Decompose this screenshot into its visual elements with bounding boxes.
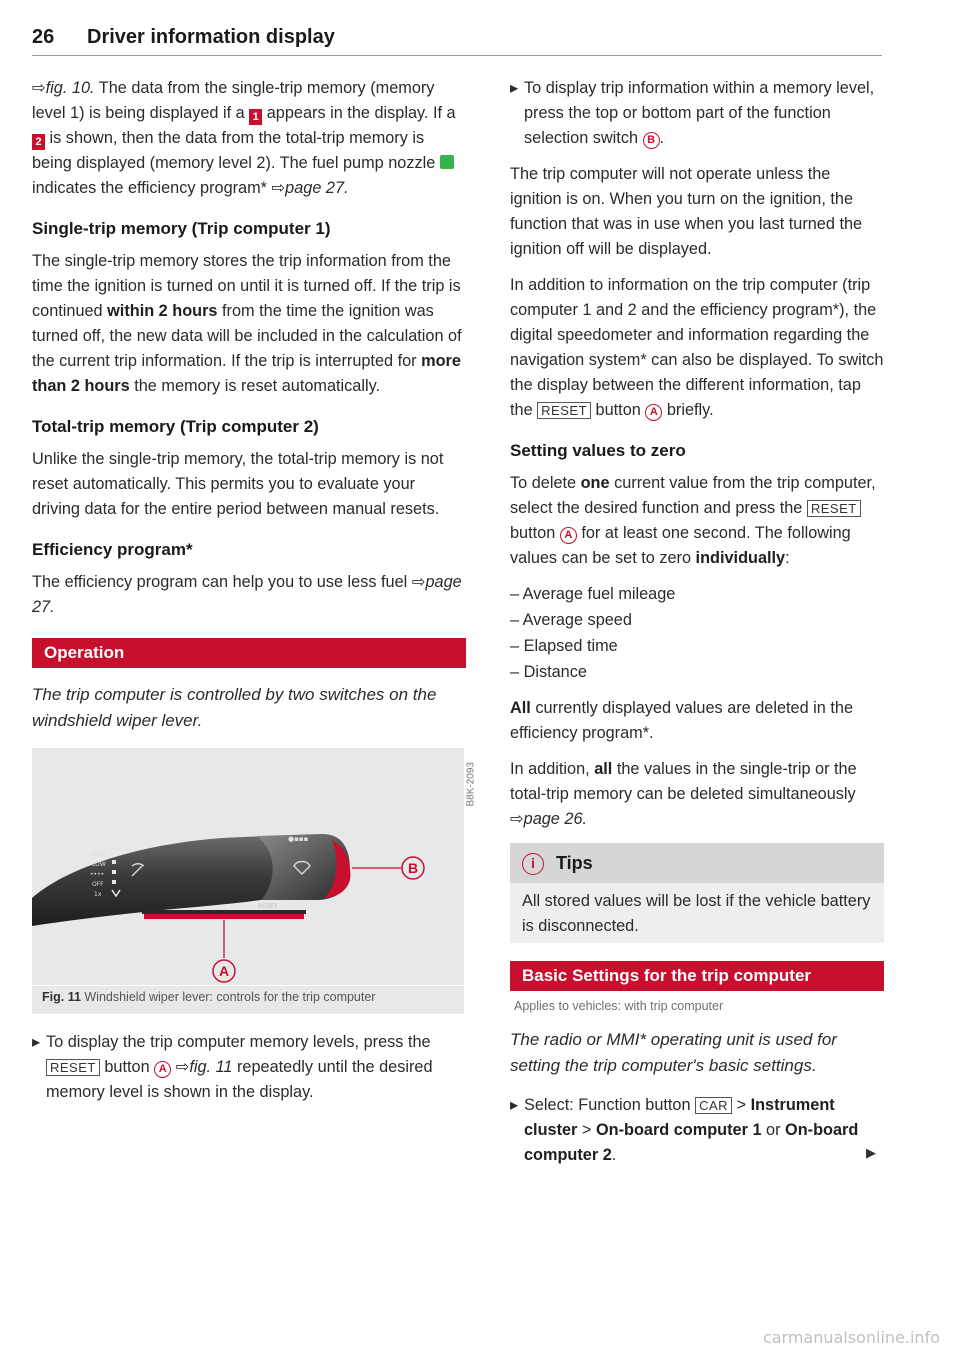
instruction-select-function: ▸ Select: Function button CAR > Instrument cluster > On-board computer 1 or On-board computer 2. ▶ [510,1093,884,1168]
list-item: – Average fuel mileage [510,585,676,603]
svg-text:●▪▪▪: ●▪▪▪ [288,835,309,843]
watermark: carmanualsonline.info [762,1328,940,1347]
basic-settings-intro: The radio or MMI* operating unit is used for setting the trip computer's basic settings. [510,1030,837,1075]
list-item: – Distance [510,663,587,681]
figure-code: B8K-2093 [465,762,476,807]
list-item: – Average speed [510,611,632,629]
callout-b-icon: B [643,132,660,149]
paragraph-total-trip: Unlike the single-trip memory, the total-trip memory is not reset automatically. This permits you to evaluate your driving data for the entire period between manual resets. [32,450,444,518]
car-key: CAR [695,1097,732,1114]
reset-key: RESET [537,402,591,419]
paragraph-memory-levels: ⇨fig. 10. The data from the single-trip memory (memory level 1) is being displayed if a 1 appears in the display. If a 2 is shown, then the data from the total-trip memory is being displayed (memory level 2). The fuel pump nozzle indicates the efficiency program* ⇨page 27. [32,79,456,197]
section-band-operation: Operation [32,638,466,668]
fig-ref-10[interactable]: ⇨fig. 10. [32,79,95,97]
bullet-arrow-icon: ▸ [32,1033,41,1051]
heading-single-trip: Single-trip memory (Trip computer 1) [32,219,331,238]
figure-caption: Fig. 11 Windshield wiper lever: controls for the trip computer [32,985,464,1014]
wiper-lever-illustration [32,748,464,985]
paragraph-ignition: The trip computer will not operate unless the ignition is on. When you turn on the ignition, the function that was in use when you last turned the ignition off will be displayed. [510,165,863,258]
reset-key: RESET [46,1059,100,1076]
tips-header: i Tips [510,843,884,883]
callout-a: A [218,963,230,979]
heading-setting-zero: Setting values to zero [510,441,686,460]
memory-level-2-icon: 2 [32,134,45,150]
bullet-arrow-icon: ▸ [510,79,519,97]
memory-level-1-icon: 1 [249,109,262,125]
instruction-display-memory-levels: ▸ To display the trip computer memory levels, press the RESET button A ⇨fig. 11 repeatedly until the desired memory level is shown in the display. [32,1030,466,1105]
paragraph-simultaneous: In addition, all the values in the single-trip or the total-trip memory can be deleted simultaneously ⇨page 26. [510,760,857,828]
page-ref-26[interactable]: ⇨page 26. [510,810,588,828]
callout-b: B [407,860,419,876]
paragraph-single-trip: The single-trip memory stores the trip information from the time the ignition is turned on until it is turned off. If the trip is continued within 2 hours from the time the ignition was turned off, the new data will be included in the calculation of the current trip information. If the trip is interrupted for more than 2 hours the memory is reset automatically. [32,252,462,395]
svg-text:LOW: LOW [92,861,106,868]
paragraph-additional-info: In addition to information on the trip computer (trip computer 1 and 2 and the efficiency program*), the digital speedometer and information regarding the navigation system* can also be displayed. To switch the display between the different information, tap the RESET button A briefly. [510,276,884,419]
page-header [32,26,882,56]
paragraph-efficiency: The efficiency program can help you to use less fuel ⇨page 27. [32,573,462,616]
fuel-pump-nozzle-icon [440,155,454,169]
heading-efficiency: Efficiency program* [32,540,193,559]
info-icon: i [522,853,544,875]
callout-a-icon: A [560,527,577,544]
reset-key: RESET [807,500,861,517]
bullet-arrow-icon: ▸ [510,1096,519,1114]
instruction-trip-info: ▸ To display trip information within a memory level, press the top or bottom part of the function selection switch B . [510,76,884,151]
list-item: – Elapsed time [510,637,618,655]
heading-total-trip: Total-trip memory (Trip computer 2) [32,417,319,436]
callout-a-icon: A [154,1061,171,1078]
page-ref-27b[interactable]: ⇨page 27. [32,573,462,616]
tips-box [510,843,884,943]
applies-to-note: Applies to vehicles: with trip computer [514,999,724,1013]
svg-text:••••: •••• [90,871,105,878]
reset-values-list [510,582,884,685]
continue-arrow-icon: ▶ [866,1145,876,1160]
page-ref-27[interactable]: ⇨page 27. [271,179,349,197]
left-column [32,76,476,1116]
tips-text: All stored values will be lost if the vehicle battery is disconnected. [522,892,871,935]
callout-a-icon: A [645,404,662,421]
section-band-basic-settings: Basic Settings for the trip computer [510,961,884,991]
fig-ref-11[interactable]: ⇨fig. 11 [171,1058,233,1076]
svg-text:OFF: OFF [92,881,104,888]
svg-text:RESET: RESET [258,903,278,910]
paragraph-delete-one: To delete one current value from the trip computer, select the desired function and press the RESET button A for at least one second. The following values can be set to zero individually: [510,474,876,567]
right-column [510,76,884,1179]
svg-text:1x: 1x [94,891,102,898]
page-number: 26 [32,26,55,48]
figure-wiper-lever [32,748,476,985]
svg-text:HIGH: HIGH [90,851,106,858]
paragraph-all-values: All currently displayed values are deleted in the efficiency program*. [510,699,854,742]
page-title: Driver information display [87,26,335,48]
operation-intro: The trip computer is controlled by two switches on the windshield wiper lever. [32,685,437,730]
